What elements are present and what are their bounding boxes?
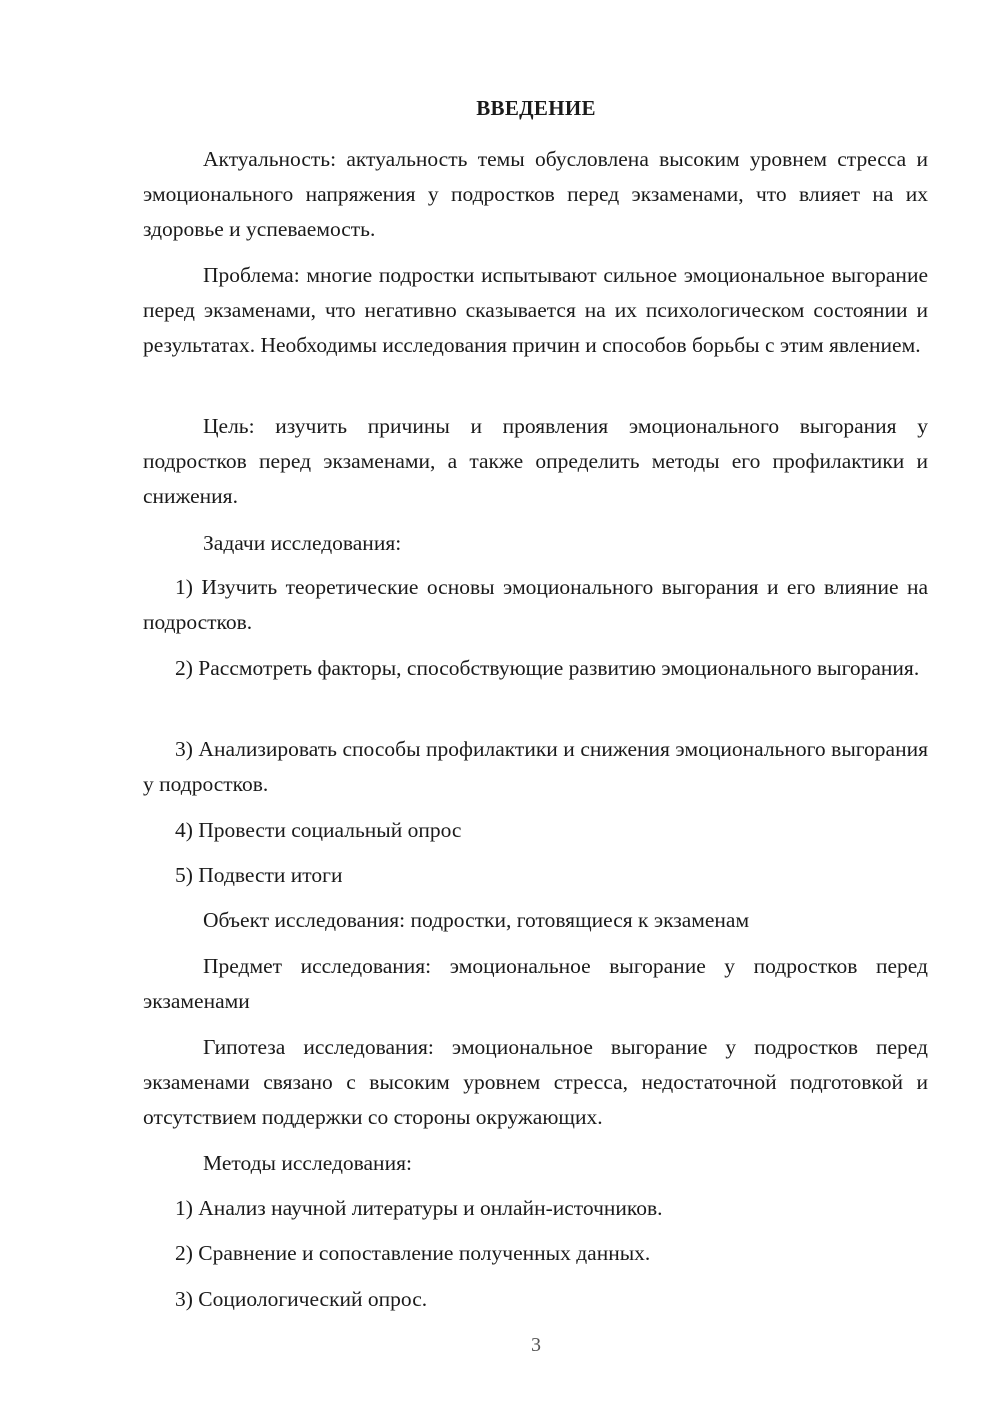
research-object: Объект исследования: подростки, готовящиеся к экзаменам [203, 908, 750, 932]
method-item-1: 1) Анализ научной литературы и онлайн-источников. [175, 1196, 663, 1220]
task-item-4: 4) Провести социальный опрос [175, 818, 462, 842]
task-item-2: 2) Рассмотреть факторы, способствующие развитию эмоционального выгорания. [175, 656, 920, 680]
research-subject: Предмет исследования: эмоциональное выгорание у подростков перед экзаменами [143, 954, 928, 1013]
task-item-3: 3) Анализировать способы профилактики и снижения эмоционального выгорания у подростков. [143, 737, 928, 796]
research-hypothesis: Гипотеза исследования: эмоциональное выгорание у подростков перед экзаменами связано с высоким уровнем стресса, недостаточной подготовкой и отсутствием поддержки со стороны окружающих. [143, 1035, 928, 1129]
paragraph-goal: Цель: изучить причины и проявления эмоционального выгорания у подростков перед экзаменами, а также определить методы его профилактики и снижения. [143, 414, 928, 508]
paragraph-relevance: Актуальность: актуальность темы обусловлена высоким уровнем стресса и эмоционального напряжения у подростков перед экзаменами, что влияет на их здоровье и успеваемость. [143, 147, 928, 241]
tasks-heading: Задачи исследования: [203, 531, 402, 555]
page-number: 3 [531, 1334, 541, 1356]
page-title: ВВЕДЕНИЕ [476, 96, 596, 120]
task-item-1: 1) Изучить теоретические основы эмоционального выгорания и его влияние на подростков. [143, 575, 928, 634]
method-item-3: 3) Социологический опрос. [175, 1287, 428, 1311]
task-item-5: 5) Подвести итоги [175, 863, 343, 887]
method-item-2: 2) Сравнение и сопоставление полученных данных. [175, 1241, 651, 1265]
methods-heading: Методы исследования: [203, 1151, 412, 1175]
paragraph-problem: Проблема: многие подростки испытывают сильное эмоциональное выгорание перед экзаменами, что негативно сказывается на их психологическом состоянии и результатах. Необходимы исследования причин и способов борьбы с этим явлением. [143, 263, 928, 357]
